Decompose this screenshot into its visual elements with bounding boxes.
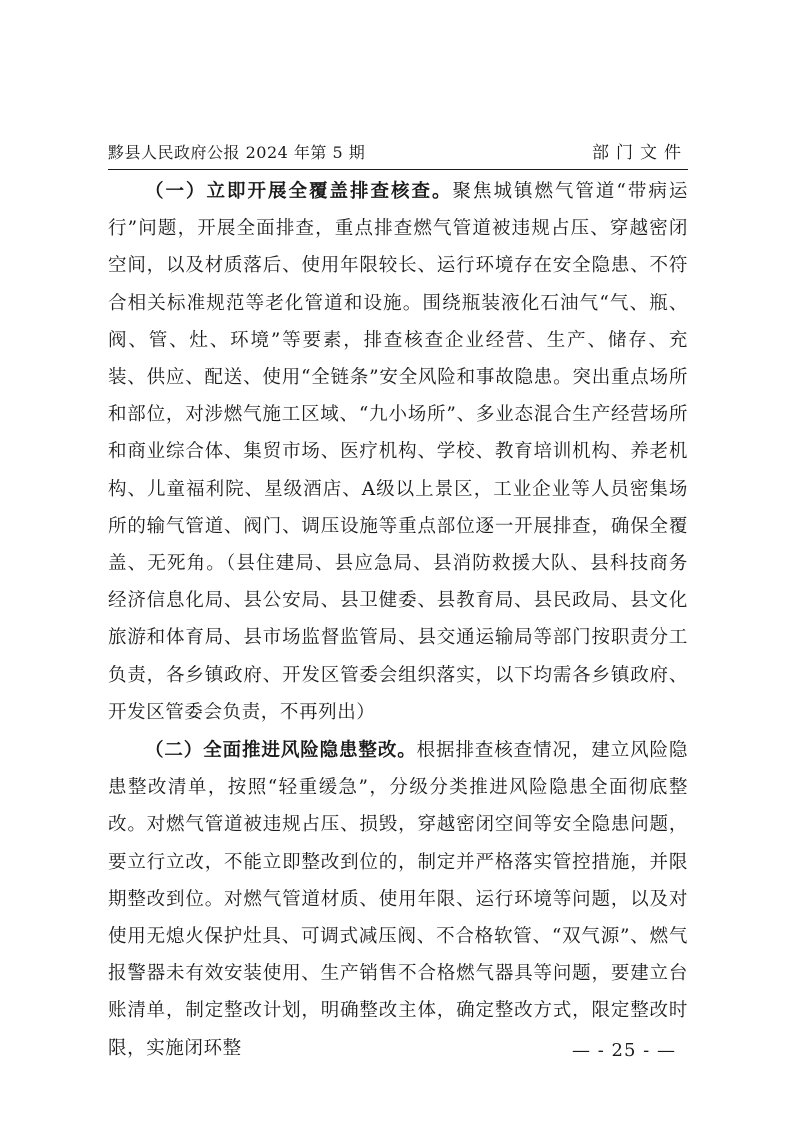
header-divider bbox=[108, 169, 688, 170]
paragraph-heading: （一）立即开展全覆盖排查核查。 bbox=[145, 181, 453, 202]
document-body bbox=[108, 173, 688, 1067]
publication-title: 黟县人民政府公报 2024 年第 5 期 bbox=[108, 143, 366, 162]
page-header bbox=[108, 140, 688, 166]
page-number: — - 25 - — bbox=[572, 1040, 676, 1061]
paragraph-text: 聚焦城镇燃气管道“带病运行”问题，开展全面排查，重点排查燃气管道被违规占压、穿越密闭空间，以及材质落后、使用年限较长、运行环境存在安全隐患、不符合相关标准规范等老化管道和设施。围绕瓶装液化石油气“气、瓶、阀、管、灶、环境”等要素，排查核查企业经营、生产、储存、充装、供应、配送、使用“全链条”安全风险和事故隐患。突出重点场所和部位，对涉燃气施工区域、“九小场所”、多业态混合生产经营场所和商业综合体、集贸市场、医疗机构、学校、教育培训机构、养老机构、儿童福利院、星级酒店、A级以上景区，工业企业等人员密集场所的输气管道、阀门、调压设施等重点部位逐一开展排查，确保全覆盖、无死角。（县住建局、县应急局、县消防救援大队、县科技商务经济信息化局、县公安局、县卫健委、县教育局、县民政局、县文化旅游和体育局、县市场监督监管局、县交通运输局等部门按职责分工负责，各乡镇政府、开发区管委会组织落实，以下均需各乡镇政府、开发区管委会负责，不再列出） bbox=[108, 181, 688, 723]
paragraph-investigation bbox=[108, 173, 688, 731]
paragraph-heading: （二）全面推进风险隐患整改。 bbox=[145, 740, 417, 762]
paragraph-text: 根据排查核查情况，建立风险隐患整改清单，按照“轻重缓急”，分级分类推进风险隐患全面彻底整改。对燃气管道被违规占压、损毁，穿越密闭空间等安全隐患问题，要立行立改，不能立即整改到位的，制定并严格落实管控措施，并限期整改到位。对燃气管道材质、使用年限、运行环境等问题，以及对使用无熄火保护灶具、可调式减压阀、不合格软管、“双气源”、燃气报警器未有效安装使用、生产销售不合格燃气器具等问题，要建立台账清单，制定整改计划，明确整改主体，确定整改方式，限定整改时限，实施闭环整 bbox=[108, 740, 688, 1059]
paragraph-rectification bbox=[108, 732, 688, 1067]
section-label: 部门文件 bbox=[592, 143, 688, 163]
